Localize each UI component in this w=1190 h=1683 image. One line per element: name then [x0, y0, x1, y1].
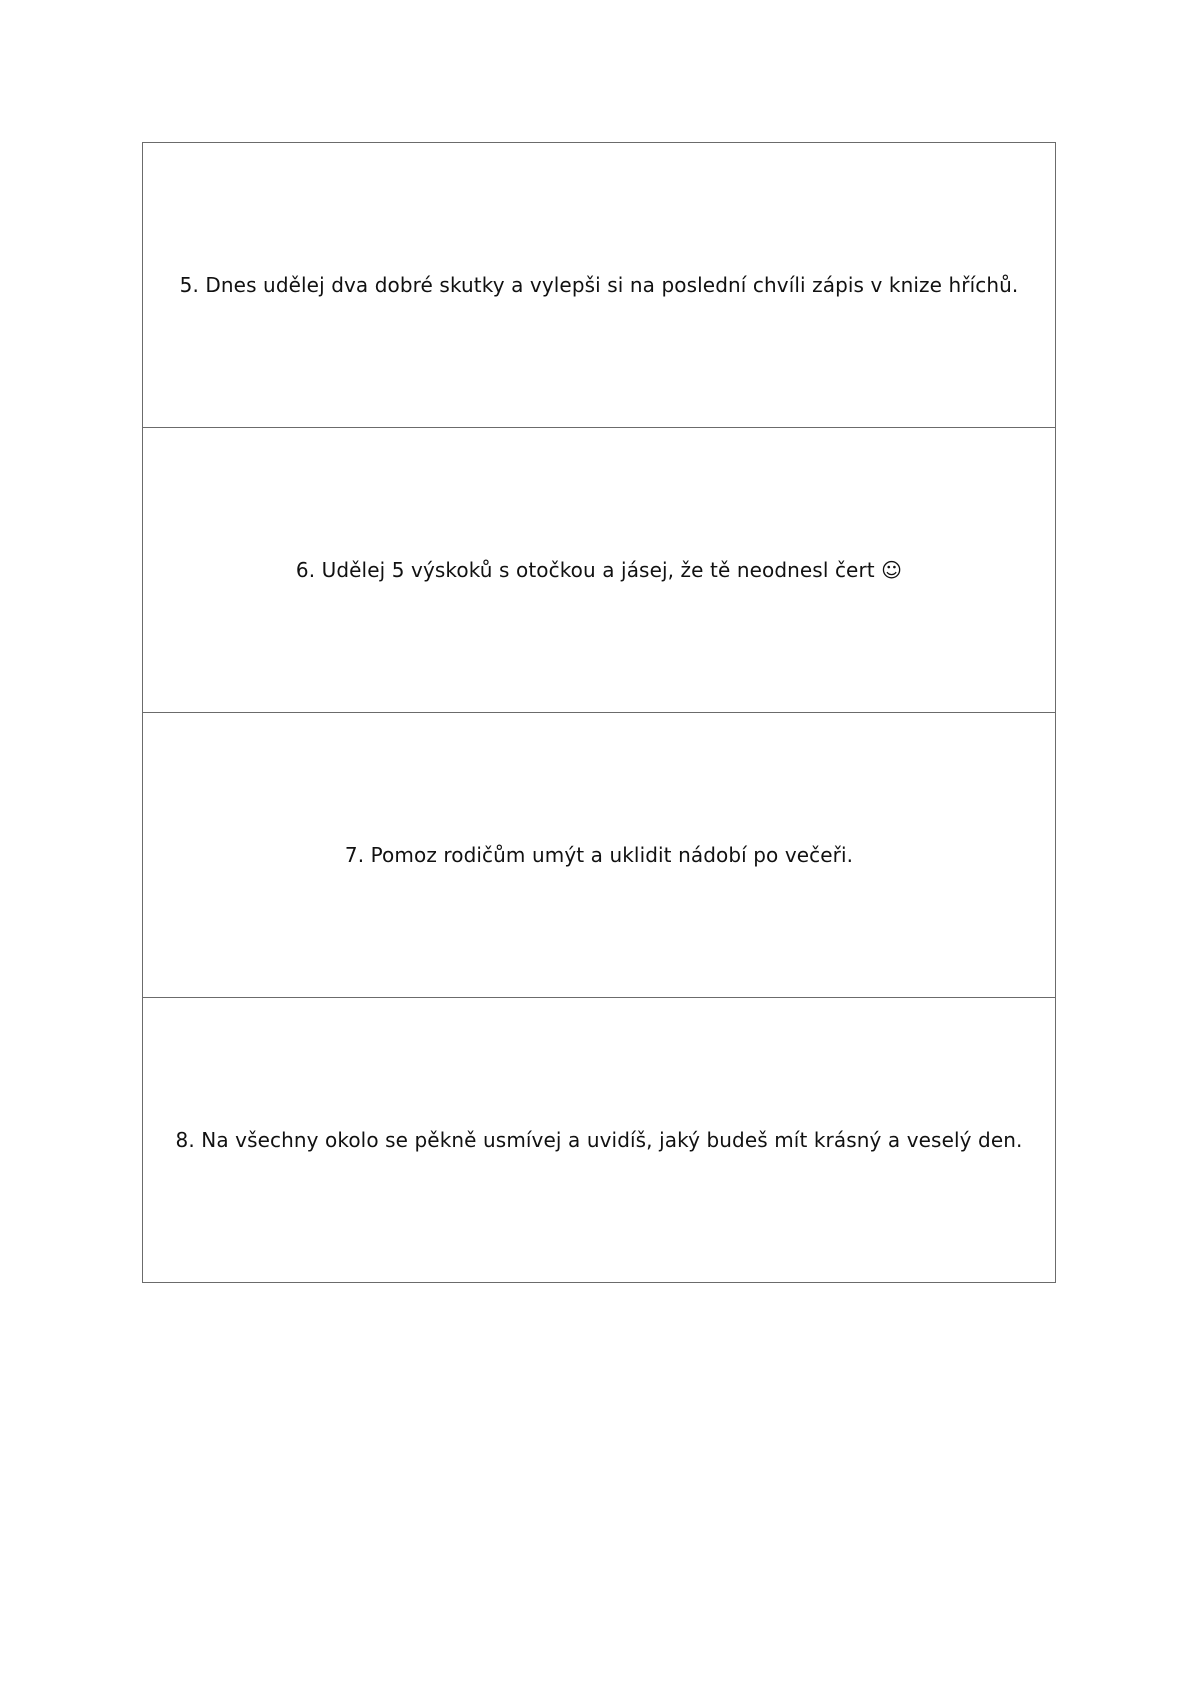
task-card-row: [143, 428, 1056, 713]
task-card-text: 6. Udělej 5 výskoků s otočkou a jásej, že tě neodnesl čert ☺: [295, 558, 903, 582]
task-card-row: [143, 998, 1056, 1283]
task-card-6: [143, 428, 1056, 713]
task-card-row: [143, 143, 1056, 428]
task-card-text: 8. Na všechny okolo se pěkně usmívej a uvidíš, jaký budeš mít krásný a veselý den.: [175, 1128, 1023, 1152]
task-card-7: [143, 713, 1056, 998]
task-card-text: 5. Dnes udělej dva dobré skutky a vylepši si na poslední chvíli zápis v knize hříchů.: [179, 273, 1019, 297]
task-card-row: [143, 713, 1056, 998]
task-card-5: [143, 143, 1056, 428]
task-card-text: 7. Pomoz rodičům umýt a uklidit nádobí po večeři.: [344, 843, 854, 867]
task-cards-table: [142, 142, 1056, 1283]
task-card-8: [143, 998, 1056, 1283]
